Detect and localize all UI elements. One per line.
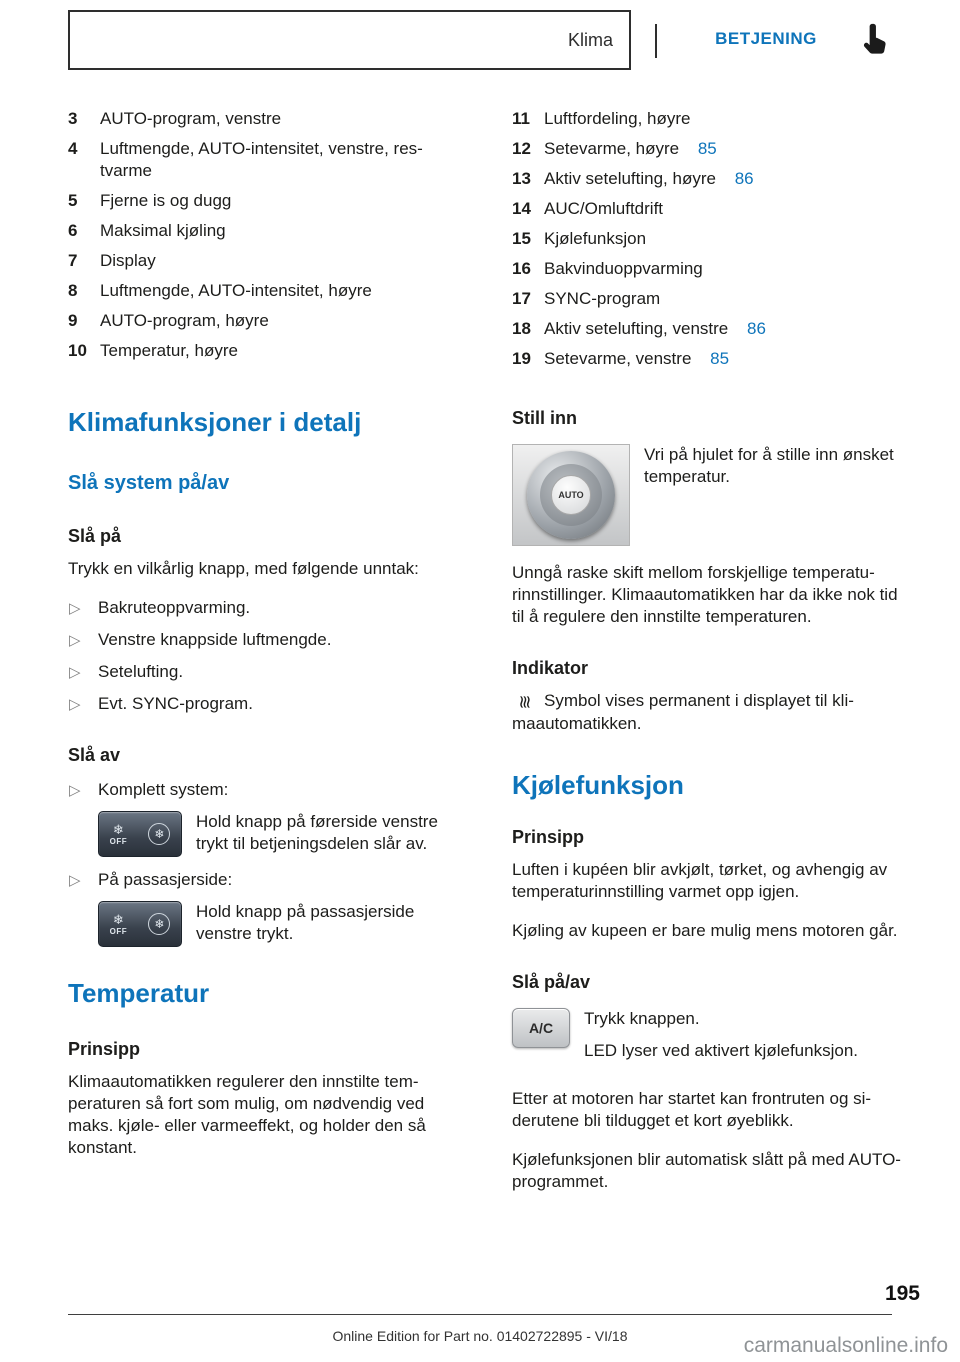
- legend-item: [512, 168, 912, 190]
- section-heading-klimafunksjoner: Klimafunksjoner i detalj: [68, 407, 362, 437]
- legend-item-text: Fjerne is og dugg: [100, 191, 232, 210]
- climate-panel-graphic: [98, 811, 182, 857]
- bullet-item-text: Venstre knappside luftmengde.: [98, 630, 332, 649]
- label-sla-pa-av: Slå på/av: [512, 972, 591, 992]
- bullet-item-text: Setelufting.: [98, 662, 184, 681]
- legend-item-text: AUC/Omluftdrift: [544, 199, 664, 218]
- legend-item-number: 19: [512, 349, 531, 368]
- triangle-bullet-icon: ▷: [69, 632, 81, 649]
- page-reference-link[interactable]: 86: [747, 319, 766, 338]
- legend-item: [512, 228, 912, 250]
- section-box: [68, 10, 631, 70]
- legend-item-text: Setevarme, høyre: [544, 139, 680, 158]
- indicator-text: Symbol vises permanent i displayet til kli-maautomatikken.: [512, 691, 854, 733]
- off-label: OFF: [109, 836, 128, 846]
- legend-item: [512, 348, 912, 370]
- label-sla-pa: Slå på: [68, 526, 122, 546]
- label-sla-av: Slå av: [68, 745, 121, 765]
- figure-caption: Vri på hjulet for å stille inn ønsket temperatur.: [644, 445, 894, 486]
- snowflake-circle-icon: [148, 913, 170, 935]
- climate-panel-graphic: [98, 901, 182, 947]
- bullet-item-text: På passasjerside:: [98, 870, 233, 889]
- legend-item-number: 10: [68, 341, 87, 360]
- paragraph-set-note: Unngå raske skift mellom forskjellige temperatu-rinnstillinger. Klimaautomatikken har da ikke nok tid til å regulere den innstilte temperaturen.: [512, 563, 898, 626]
- legend-item: [68, 138, 468, 182]
- legend-item: [512, 258, 912, 280]
- caption-press: Trykk knappen.: [584, 1009, 700, 1028]
- legend-item-text: AUTO-program, høyre: [100, 311, 269, 330]
- paragraph-cooling-1: Luften i kupéen blir avkjølt, tørket, og avhengig av temperaturinnstilling varmet opp igjen.: [512, 860, 888, 901]
- label-prinsipp-temperatur: Prinsipp: [68, 1039, 141, 1059]
- legend-item-text: Luftfordeling, høyre: [544, 109, 691, 128]
- knob-inner-ring: [540, 464, 602, 526]
- section-heading-temperatur: Temperatur: [68, 978, 210, 1008]
- page-reference-link[interactable]: 85: [710, 349, 730, 368]
- snowflake-circle-icon: [148, 823, 170, 845]
- legend-item: [512, 198, 912, 220]
- legend-item-text: Maksimal kjøling: [100, 221, 226, 240]
- label-indikator: Indikator: [512, 658, 589, 678]
- legend-item-number: 5: [68, 191, 78, 210]
- figure-ac-button: [512, 1008, 912, 1072]
- legend-item-text: Kjølefunksjon: [544, 229, 647, 248]
- bullet-item: [68, 661, 468, 683]
- auto-knob-label: AUTO: [551, 475, 591, 515]
- label-prinsipp-kjoling: Prinsipp: [512, 827, 585, 847]
- bullet-item-text: Bakruteoppvarming.: [98, 598, 251, 617]
- snowflake-icon: ❄: [112, 821, 124, 837]
- legend-item-text: Luftmengde, AUTO-intensitet, høyre: [100, 281, 372, 300]
- legend-item-number: 18: [512, 319, 531, 338]
- paragraph-temperatur-prinsipp: Klimaautomatikken regulerer den innstilte tem-peraturen så fort som mulig, om nødvendig ved maks. kjøle- eller varmeeffekt, og holder den så konstant.: [68, 1072, 426, 1157]
- bullet-item: [68, 597, 468, 619]
- section-label: Klima: [567, 29, 613, 50]
- legend-item: [68, 310, 468, 332]
- subsection-heading-sla-system: Slå system på/av: [68, 472, 230, 494]
- figure-temperature-knob: [512, 444, 912, 546]
- bullet-item: [68, 779, 468, 801]
- legend-item-text: Temperatur, høyre: [100, 341, 238, 360]
- legend-item-text: Luftmengde, AUTO-intensitet, venstre, res-tvarme: [100, 139, 423, 180]
- figure-off-driver-side: [98, 811, 468, 857]
- legend-item-text: SYNC-program: [544, 289, 661, 308]
- legend-item: [512, 318, 912, 340]
- triangle-bullet-icon: ▷: [69, 696, 81, 713]
- legend-item: [68, 190, 468, 212]
- triangle-bullet-icon: ▷: [69, 782, 81, 799]
- legend-item-text: Aktiv setelufting, venstre: [544, 319, 729, 338]
- bullet-list-off-2: [68, 869, 468, 891]
- left-column: [68, 108, 468, 1176]
- triangle-bullet-icon: ▷: [69, 872, 81, 889]
- legend-item-text: AUTO-program, venstre: [100, 109, 282, 128]
- legend-item: [512, 138, 912, 160]
- bullet-item: [68, 869, 468, 891]
- bullet-item-text: Komplett system:: [98, 780, 229, 799]
- legend-item: [68, 108, 468, 130]
- legend-item-number: 4: [68, 139, 78, 158]
- legend-item-number: 7: [68, 251, 78, 270]
- paragraph-cooling-3: Etter at motoren har startet kan frontruten og si-derutene bli tildugget et kort øyeblikk.: [512, 1089, 872, 1130]
- legend-item-text: Bakvinduoppvarming: [544, 259, 703, 278]
- page-reference-link[interactable]: 85: [697, 139, 717, 158]
- paragraph-indicator: [512, 690, 912, 735]
- airflow-symbol-icon: ≋: [515, 694, 535, 710]
- bullet-item-text: Evt. SYNC-program.: [98, 694, 253, 713]
- knob-outer-ring: [527, 451, 615, 539]
- ac-off-button-graphic: [110, 913, 128, 936]
- legend-item-number: 6: [68, 221, 78, 240]
- paragraph-sla-pa-intro: Trykk en vilkårlig knapp, med følgende unntak:: [68, 559, 419, 578]
- figure-caption: Hold knapp på førerside venstre trykt til betjeningsdelen slår av.: [196, 812, 438, 853]
- figure-caption: Hold knapp på passasjerside venstre trykt.: [196, 902, 415, 943]
- chapter-label: BETJENING: [715, 29, 817, 48]
- footer-rule: [68, 1314, 892, 1315]
- legend-item-number: 11: [512, 109, 530, 128]
- edition-note: Online Edition for Part no. 01402722895 - VI/18: [332, 1328, 628, 1344]
- hand-icon: [860, 22, 888, 56]
- right-column: [512, 108, 912, 1210]
- triangle-bullet-icon: ▷: [69, 664, 81, 681]
- header-divider: [655, 24, 657, 58]
- legend-item-number: 16: [512, 259, 531, 278]
- legend-item-number: 17: [512, 289, 531, 308]
- legend-item: [512, 108, 912, 130]
- legend-list-right: [512, 108, 912, 370]
- site-watermark: carmanualsonline.info: [743, 1334, 948, 1357]
- ac-button-graphic: A/C: [512, 1008, 570, 1048]
- page-reference-link[interactable]: 86: [734, 169, 754, 188]
- legend-item: [68, 340, 468, 362]
- ac-off-button-graphic: [110, 823, 128, 846]
- legend-item: [68, 250, 468, 272]
- paragraph-cooling-2: Kjøling av kupeen er bare mulig mens motoren går.: [512, 921, 898, 940]
- bullet-item: [68, 693, 468, 715]
- temperature-knob-graphic: [512, 444, 630, 546]
- bullet-item: [68, 629, 468, 651]
- snowflake-icon: ❄: [154, 917, 165, 931]
- legend-list-left: [68, 108, 468, 362]
- legend-item-number: 13: [512, 169, 531, 188]
- label-still-inn: Still inn: [512, 408, 577, 428]
- page-number: 195: [884, 1282, 920, 1305]
- legend-item-text: Display: [100, 251, 156, 270]
- off-label: OFF: [109, 926, 128, 936]
- figure-caption-group: [584, 1008, 912, 1072]
- snowflake-icon: ❄: [154, 827, 165, 841]
- legend-item: [68, 280, 468, 302]
- legend-item-number: 14: [512, 199, 531, 218]
- legend-item-number: 8: [68, 281, 78, 300]
- caption-led: LED lyser ved aktivert kjølefunksjon.: [584, 1041, 858, 1060]
- legend-item-number: 12: [512, 139, 531, 158]
- paragraph-cooling-4: Kjølefunksjonen blir automatisk slått på med AUTO-programmet.: [512, 1150, 901, 1191]
- snowflake-icon: ❄: [112, 911, 124, 927]
- section-heading-kjolefunksjon: Kjølefunksjon: [512, 770, 684, 800]
- bullet-list-off-1: [68, 779, 468, 801]
- legend-item-number: 15: [512, 229, 531, 248]
- triangle-bullet-icon: ▷: [69, 600, 81, 617]
- legend-item-number: 3: [68, 109, 78, 128]
- legend-item: [68, 220, 468, 242]
- legend-item: [512, 288, 912, 310]
- figure-off-passenger-side: [98, 901, 468, 947]
- legend-item-number: 9: [68, 311, 78, 330]
- legend-item-text: Setevarme, venstre: [544, 349, 692, 368]
- legend-item-text: Aktiv setelufting, høyre: [544, 169, 716, 188]
- bullet-list-exceptions: [68, 597, 468, 715]
